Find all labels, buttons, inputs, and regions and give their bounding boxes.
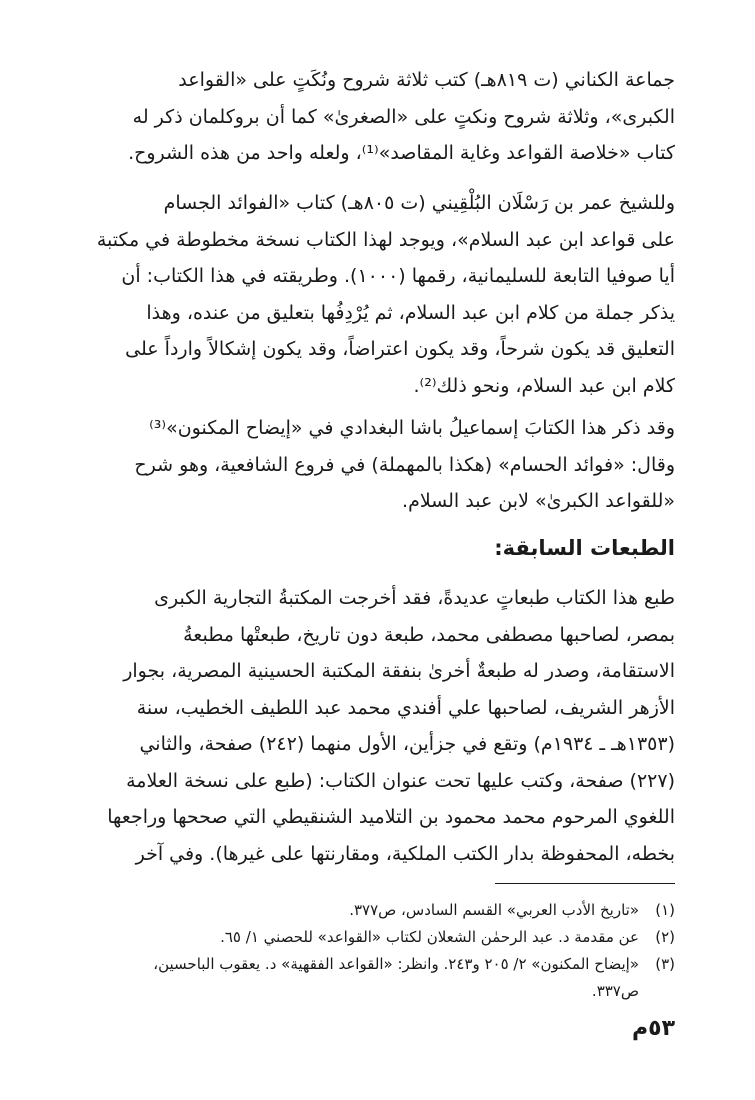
- text-line: الكبرى»، وثلاثة شروح ونكتٍ على «الصغرىٰ» كما أن بروكلمان ذكر له: [132, 105, 675, 128]
- text-line: يذكر جملة من كلام ابن عبد السلام، ثم يُرْدِفُها بتعليق من عنده، وهذا: [146, 301, 675, 324]
- text-line: على قواعد ابن عبد السلام»، ويوجد لهذا الكتاب نسخة مخطوطة في مكتبة: [96, 228, 675, 251]
- text-line: (٢٢٧) صفحة، وكتب عليها تحت عنوان الكتاب: (طبع على نسخة العلامة: [126, 769, 675, 792]
- section-heading: الطبعات السابقة:: [494, 536, 675, 560]
- text-line: وقال: «فوائد الحسام» (هكذا بالمهملة) في فروع الشافعية، وهو شرح: [134, 453, 675, 476]
- footnotes: [85, 897, 675, 1005]
- footnote: [85, 924, 675, 951]
- text-line: التعليق قد يكون شرحاً، وقد يكون اعتراضاً، وقد يكون إشكالاً وارداً على: [125, 338, 675, 360]
- footnote-divider: [495, 883, 675, 884]
- footnote-number: (٢): [655, 928, 675, 946]
- text-line: «للقواعد الكبرىٰ» لابن عبد السلام.: [402, 490, 675, 512]
- text-line: اللغوي المرحوم محمد محمود بن التلاميد الشنقيطي التي صححها وراجعها: [107, 806, 675, 828]
- footnote-text: عن مقدمة د. عبد الرحمٰن الشعلان لكتاب «القواعد» للحصني ١/ ٦٥.: [220, 928, 639, 946]
- text-line: جماعة الكناني (ت ٨١٩هـ) كتب ثلاثة شروح ونُكَتٍ على «القواعد: [178, 69, 675, 91]
- text-line: بخطه، المحفوظة بدار الكتب الملكية، ومقارنتها على غيرها). وفي آخر: [135, 842, 675, 865]
- paragraph-1: [85, 62, 675, 172]
- footnote-continuation: ص٣٣٧.: [591, 982, 639, 1000]
- text-line: أيا صوفيا التابعة للسليمانية، رقمها (١٠٠٠). وطريقته في هذا الكتاب: أن: [121, 265, 675, 287]
- text-line: الاستقامة، وصدر له طبعةٌ أخرىٰ بنفقة المكتبة الحسينية المصرية، بجوار: [123, 660, 675, 682]
- text-line: وللشيخ عمر بن رَسْلَان البُلْقِيني (ت ٨٠٥هـ) كتاب «الفوائد الجسام: [163, 192, 675, 214]
- footnote-number: (١): [655, 901, 675, 919]
- footnote-text: «تاريخ الأدب العربي» القسم السادس، ص٣٧٧.: [349, 901, 639, 919]
- text-line: طبع هذا الكتاب طبعاتٍ عديدةً، فقد أخرجت المكتبةُ التجارية الكبرى: [154, 587, 675, 609]
- paragraph-4: [85, 580, 675, 872]
- text-line: (١٣٥٣هـ ـ ١٩٣٤م) وتقع في جزأين، الأول منهما (٢٤٢) صفحة، والثاني: [139, 733, 675, 755]
- page-number: ٥٣م: [632, 1016, 675, 1041]
- text-line: الأزهر الشريف، لصاحبها علي أفندي محمد عبد اللطيف الخطيب، سنة: [136, 696, 675, 719]
- text-line: وقد ذكر هذا الكتابَ إسماعيلُ باشا البغدادي في «إيضاح المكنون»⁽³⁾: [149, 417, 675, 439]
- paragraph-2: [85, 185, 675, 404]
- footnote: [85, 951, 675, 978]
- text-line: كتاب «خلاصة القواعد وغاية المقاصد»⁽¹⁾، ولعله واحد من هذه الشروح.: [128, 142, 675, 164]
- text-line: كلام ابن عبد السلام، ونحو ذلك⁽²⁾.: [413, 374, 675, 397]
- paragraph-3: [85, 410, 675, 520]
- footnote: [85, 897, 675, 924]
- footnote-text: «إيضاح المكنون» ٢/ ٢٠٥ و٢٤٣. وانظر: «القواعد الفقهية» د. يعقوب الباحسين،: [153, 955, 639, 973]
- text-line: بمصر، لصاحبها مصطفى محمد، طبعة دون تاريخ، طبعتْها مطبعةُ: [183, 623, 675, 646]
- footnote-number: (٣): [655, 955, 675, 973]
